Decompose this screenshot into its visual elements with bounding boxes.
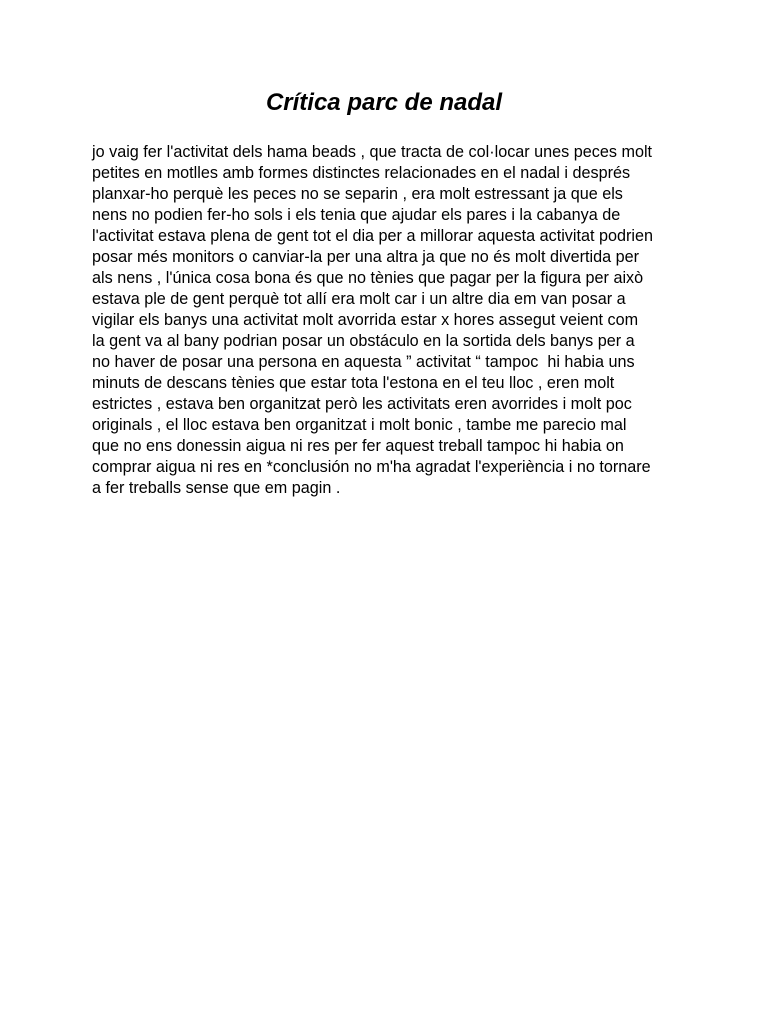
body-line: als nens , l'única cosa bona és que no tènies que pagar per la figura per això — [92, 269, 644, 287]
body-line: jo vaig fer l'activitat dels hama beads , que tracta de col·locar unes peces molt — [92, 143, 653, 161]
body-line: estava ple de gent perquè tot allí era molt car i un altre dia em van posar a — [92, 290, 626, 308]
document-body — [92, 142, 692, 499]
document-title: Crítica parc de nadal — [265, 89, 503, 116]
body-line: originals , el lloc estava ben organitzat i molt bonic , tambe me parecio mal — [92, 416, 627, 434]
body-line: estrictes , estava ben organitzat però les activitats eren avorrides i molt poc — [92, 395, 632, 413]
body-line: la gent va al bany podrian posar un obstáculo en la sortida dels banys per a — [92, 332, 635, 350]
body-line: posar més monitors o canviar-la per una altra ja que no és molt divertida per — [92, 248, 640, 266]
body-line: petites en motlles amb formes distinctes relacionades en el nadal i després — [92, 164, 631, 182]
body-line: a fer treballs sense que em pagin . — [92, 479, 341, 497]
body-line: vigilar els banys una activitat molt avorrida estar x hores assegut veient com — [92, 311, 639, 329]
body-line: comprar aigua ni res en *conclusión no m'ha agradat l'experiència i no tornare — [92, 458, 651, 476]
body-line: que no ens donessin aigua ni res per fer aquest treball tampoc hi habia on — [92, 437, 624, 455]
body-line: nens no podien fer-ho sols i els tenia que ajudar els pares i la cabanya de — [92, 206, 621, 224]
body-line: minuts de descans tènies que estar tota l'estona en el teu lloc , eren molt — [92, 374, 615, 392]
body-line: no haver de posar una persona en aquesta ” activitat “ tampoc hi habia uns — [92, 353, 635, 371]
body-line: l'activitat estava plena de gent tot el dia per a millorar aquesta activitat podrien — [92, 227, 653, 245]
body-line: planxar-ho perquè les peces no se separin , era molt estressant ja que els — [92, 185, 623, 203]
